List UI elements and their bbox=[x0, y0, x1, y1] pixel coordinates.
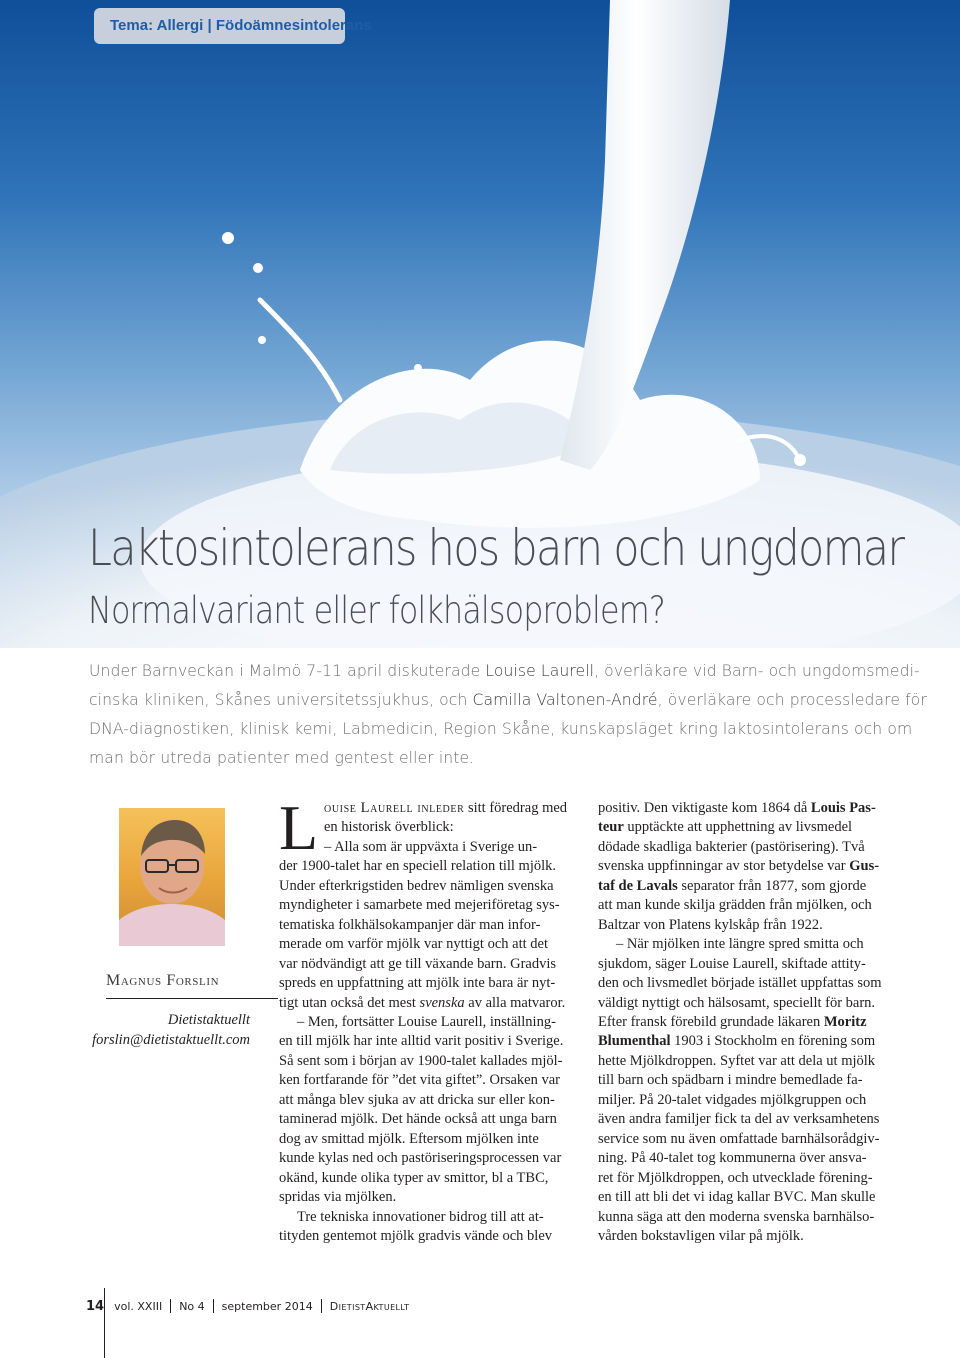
body-line: Baltzar von Platens kylskåp från 1922. bbox=[598, 916, 823, 933]
body-line: tigt utan också det mest svenska av alla matvaror. bbox=[279, 994, 566, 1011]
lead-text: Under Barnveckan i Malmö 7-11 april diskuterade bbox=[89, 662, 486, 680]
body-line: ning. På 40-talet tog kommunerna över ansva- bbox=[598, 1150, 867, 1167]
body-line: hette Mjölkdroppen. Syftet var att dela ut mjölk bbox=[598, 1052, 876, 1069]
body-line: okänd, kunde olika typer av smittor, bl a TBC, bbox=[279, 1169, 549, 1186]
body-line: spreds en uppfattning att mjölk inte bara är nyt- bbox=[279, 975, 556, 992]
lead-text: , överläkare vid Barn- och ungdomsmedi- bbox=[594, 662, 920, 680]
body-line: att man kunde skilja grädden från mjölken, och bbox=[598, 897, 872, 914]
body-line: spridas via mjölken. bbox=[279, 1189, 397, 1206]
lead-person-name: Louise Laurell bbox=[485, 662, 595, 680]
body-column-2 bbox=[598, 799, 898, 1246]
lead-line: DNA-diagnostiken, klinisk kemi, Labmedicin, Region Skåne, kunskapsläget kring laktosintolerans och om bbox=[89, 720, 913, 738]
lead-line: man bör utreda patienter med gentest eller inte. bbox=[89, 749, 475, 767]
body-line: der 1900-talet har en speciell relation till mjölk. bbox=[279, 858, 557, 875]
page-number: 14 bbox=[86, 1298, 105, 1314]
footer-separator bbox=[321, 1299, 322, 1313]
author-name: Magnus Forslin bbox=[106, 972, 220, 989]
body-line: Under efterkrigstiden bedrev nämligen svenska bbox=[279, 877, 554, 894]
author-affiliation bbox=[90, 1010, 250, 1050]
body-line: teur upptäckte att upphettning av livsmedel bbox=[598, 819, 853, 836]
body-line: vården bokstavligen vilar på mjölk. bbox=[598, 1227, 804, 1244]
body-line: ken fortfarande för ”det vita giftet”. Orsaken var bbox=[279, 1072, 561, 1089]
body-line: positiv. Den viktigaste kom 1864 då Louis Pas- bbox=[598, 800, 876, 816]
body-line: Efter fransk förebild grundade läkaren Moritz bbox=[598, 1013, 867, 1030]
body-line: sjukdom, säger Louise Laurell, skiftade attity- bbox=[598, 955, 866, 972]
body-line: Så sent som i början av 1900-talet kallades mjöl- bbox=[279, 1052, 563, 1069]
body-line: ret för Mjölkdroppen, och utvecklade förening- bbox=[598, 1169, 873, 1186]
footer-separator bbox=[213, 1299, 214, 1313]
footer-separator bbox=[170, 1299, 171, 1313]
body-line: – Men, fortsätter Louise Laurell, inställning- bbox=[297, 1013, 556, 1030]
body-line: – När mjölken inte längre spred smitta och bbox=[616, 936, 864, 953]
body-line: ouise Laurell inleder sitt föredrag med bbox=[324, 800, 568, 816]
body-line: till barn och spädbarn i mindre bemedlade fa- bbox=[598, 1072, 863, 1089]
author-photo bbox=[119, 808, 225, 946]
footer-magazine-name: DietistAktuellt bbox=[329, 1299, 410, 1313]
body-line: svenska uppfinningar av stor betydelse var Gus- bbox=[598, 858, 880, 875]
body-line: en till att bli det vi idag kallar BVC. Man skulle bbox=[598, 1189, 876, 1206]
body-line: taf de Lavals separator från 1877, som gjorde bbox=[598, 877, 867, 894]
body-line: väldigt nyttigt och hälsosamt, speciellt för barn. bbox=[598, 994, 876, 1011]
body-line: – Alla som är uppväxta i Sverige un- bbox=[324, 838, 538, 855]
page-footer bbox=[86, 1296, 409, 1316]
body-line: Tre tekniska innovationer bidrog till att at- bbox=[297, 1208, 544, 1225]
drop-cap: L bbox=[279, 792, 319, 863]
body-line: kunna säga att den moderna svenska barnhälso- bbox=[598, 1208, 875, 1225]
body-line: dog av smittad mjölk. Eftersom mjölken inte bbox=[279, 1130, 539, 1147]
footer-volume: vol. XXIII bbox=[114, 1299, 163, 1313]
body-line: en historisk överblick: bbox=[324, 819, 454, 836]
body-line: merade om varför mjölk var nyttigt och att det bbox=[279, 936, 548, 953]
lead-line bbox=[89, 686, 927, 715]
lead-text: , överläkare och processledare för bbox=[657, 691, 927, 709]
lead-person-name: Camilla Valtonen-André bbox=[472, 691, 658, 709]
footer-issue: No 4 bbox=[179, 1299, 205, 1313]
author-org: Dietistaktuellt bbox=[167, 1012, 250, 1028]
body-line: att många blev sjuka av att dricka sur eller kon- bbox=[279, 1091, 555, 1108]
author-divider bbox=[106, 998, 278, 999]
body-line: den och livsmedlet började istället uppfattas som bbox=[598, 975, 882, 992]
body-line: miljer. På 20-talet vidgades mjölkgruppen och bbox=[598, 1091, 867, 1108]
article-subtitle: Normalvariant eller folkhälsoproblem? bbox=[88, 589, 665, 632]
body-line: myndigheter i samarbete med mejeriföretag sys- bbox=[279, 897, 560, 914]
body-line: en till mjölk har inte alltid varit positiv i Sverige. bbox=[279, 1033, 564, 1050]
article-lead bbox=[89, 657, 927, 773]
body-line: taminerad mjölk. Det hände också att unga barn bbox=[279, 1111, 557, 1128]
lead-text: cinska kliniken, Skånes universitetssjukhus, och bbox=[89, 691, 473, 709]
footer-date: september 2014 bbox=[221, 1299, 313, 1313]
body-line: var nödvändigt att ge till växande barn. Gradvis bbox=[279, 955, 557, 972]
article-title: Laktosintolerans hos barn och ungdomar bbox=[88, 519, 904, 577]
body-line: kunde kylas ned och pastöriseringsprocessen var bbox=[279, 1150, 562, 1167]
lead-line bbox=[89, 657, 920, 686]
body-line: service som nu även omfattade barnhälsorådgiv- bbox=[598, 1130, 880, 1147]
body-line: tematiska folkhälsokampanjer där man infor- bbox=[279, 916, 541, 933]
author-email: forslin@dietistaktuellt.com bbox=[92, 1032, 250, 1048]
body-column-1 bbox=[279, 792, 579, 1246]
body-line: Blumenthal 1903 i Stockholm en förening som bbox=[598, 1033, 876, 1050]
body-line: även andra familjer fick ta del av verksamhetens bbox=[598, 1111, 880, 1128]
section-tag: Tema: Allergi | Födoämnesintolerans bbox=[94, 8, 345, 44]
body-line: dödade skadliga bakterier (pastörisering). Två bbox=[598, 838, 865, 855]
body-line: tityden gentemot mjölk gradvis vände och blev bbox=[279, 1227, 553, 1244]
